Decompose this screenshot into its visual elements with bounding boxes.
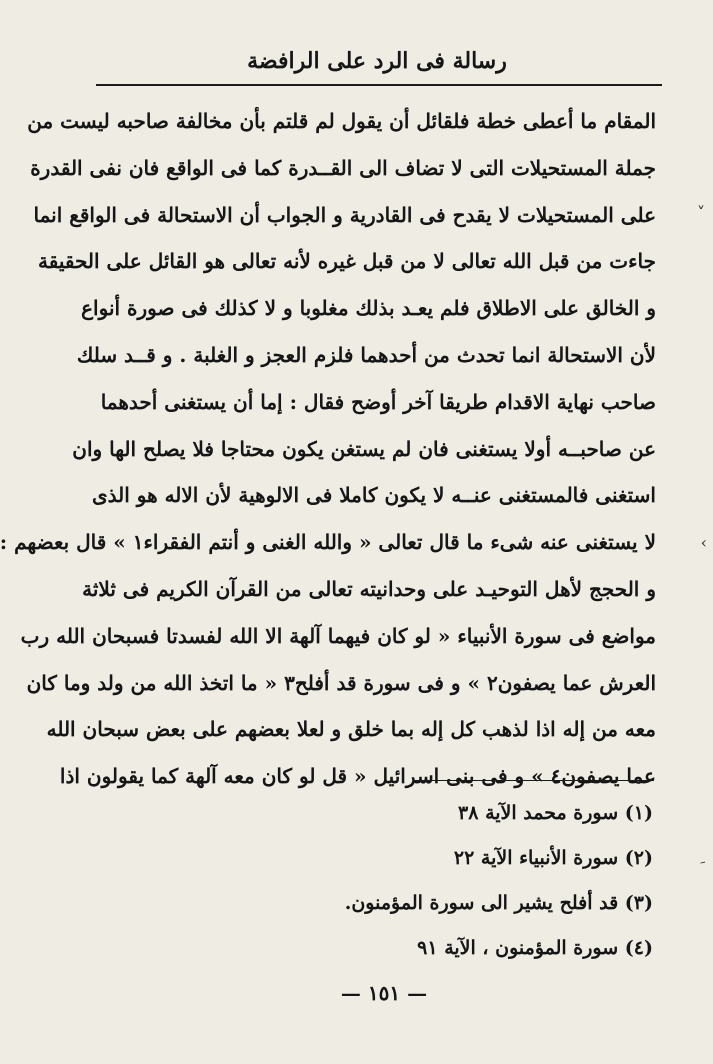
footnote: (٣) قد أفلح يشير الى سورة المؤمنون.: [344, 892, 653, 914]
body-line: مواضع فى سورة الأنبياء « لو كان فيهما آلهة الا الله لفسدتا فسبحان الله رب: [20, 623, 656, 648]
footnote: (٤) سورة المؤمنون ، الآية ٩١: [417, 937, 653, 959]
running-head: رسالة فى الرد على الرافضة: [247, 48, 507, 74]
body-line: على المستحيلات لا يقدح فى القادرية و الجواب أن الاستحالة فى الواقع انما: [33, 202, 656, 227]
footnote: (١) سورة محمد الآية ٣٨: [458, 802, 653, 824]
body-line: جاءت من قبل الله تعالى لا من قبل غيره لأنه تعالى هو القائل على الحقيقة: [37, 249, 656, 274]
body-line: عن صاحبــه أولا يستغنى فان لم يستغن يكون محتاجا فلا يصلح الها وان: [72, 436, 656, 461]
body-line: لأن الاستحالة انما تحدث من أحدهما فلزم العجز و الغلبة . و قــد سلك: [76, 342, 656, 367]
body-line: و الخالق على الاطلاق فلم يعـد بذلك مغلوبا و لا كذلك فى صورة أنواع: [81, 296, 656, 321]
body-line: جملة المستحيلات التى لا تضاف الى القــدرة كما فى الواقع فان نفى القدرة: [30, 155, 656, 180]
footnote: (٢) سورة الأنبياء الآية ٢٢: [453, 847, 653, 869]
body-line: صاحب نهاية الاقدام طريقا آخر أوضح فقال : إما أن يستغنى أحدهما: [100, 389, 656, 414]
header-rule: [96, 84, 662, 86]
body-line: عما يصفون٤ » و فى بنى اسرائيل « قل لو كان معه آلهة كما يقولون اذا: [59, 764, 656, 789]
body-line: العرش عما يصفون٢ » و فى سورة قد أفلح٣ « ما اتخذ الله من ولد وما كان: [26, 670, 656, 695]
body-line: المقام ما أعطى خطة فلقائل أن يقول لم قلتم بأن مخالفة صاحبه ليست من: [27, 109, 656, 133]
footnote-rule: [414, 780, 654, 781]
body-line: معه من إله اذا لذهب كل إله بما خلق و لعلا بعضهم على بعض سبحان الله: [46, 717, 656, 742]
footnotes: [344, 791, 653, 971]
margin-mark: ›: [700, 533, 707, 552]
margin-mark: ﹶ: [700, 858, 705, 877]
page-number: — ١٥١ —: [340, 981, 428, 1005]
body-line: و الحجج لأهل التوحيـد على وحدانيته تعالى من القرآن الكريم فى ثلاثة: [82, 576, 656, 601]
margin-mark: ˅: [697, 203, 705, 222]
body-line: استغنى فالمستغنى عنــه لا يكون كاملا فى الالوهية لأن الاله هو الذى: [91, 483, 656, 508]
body-text: [0, 98, 656, 800]
body-line: لا يستغنى عنه شىء ما قال تعالى « والله الغنى و أنتم الفقراء١ » قال بعضهم :: [0, 530, 656, 555]
